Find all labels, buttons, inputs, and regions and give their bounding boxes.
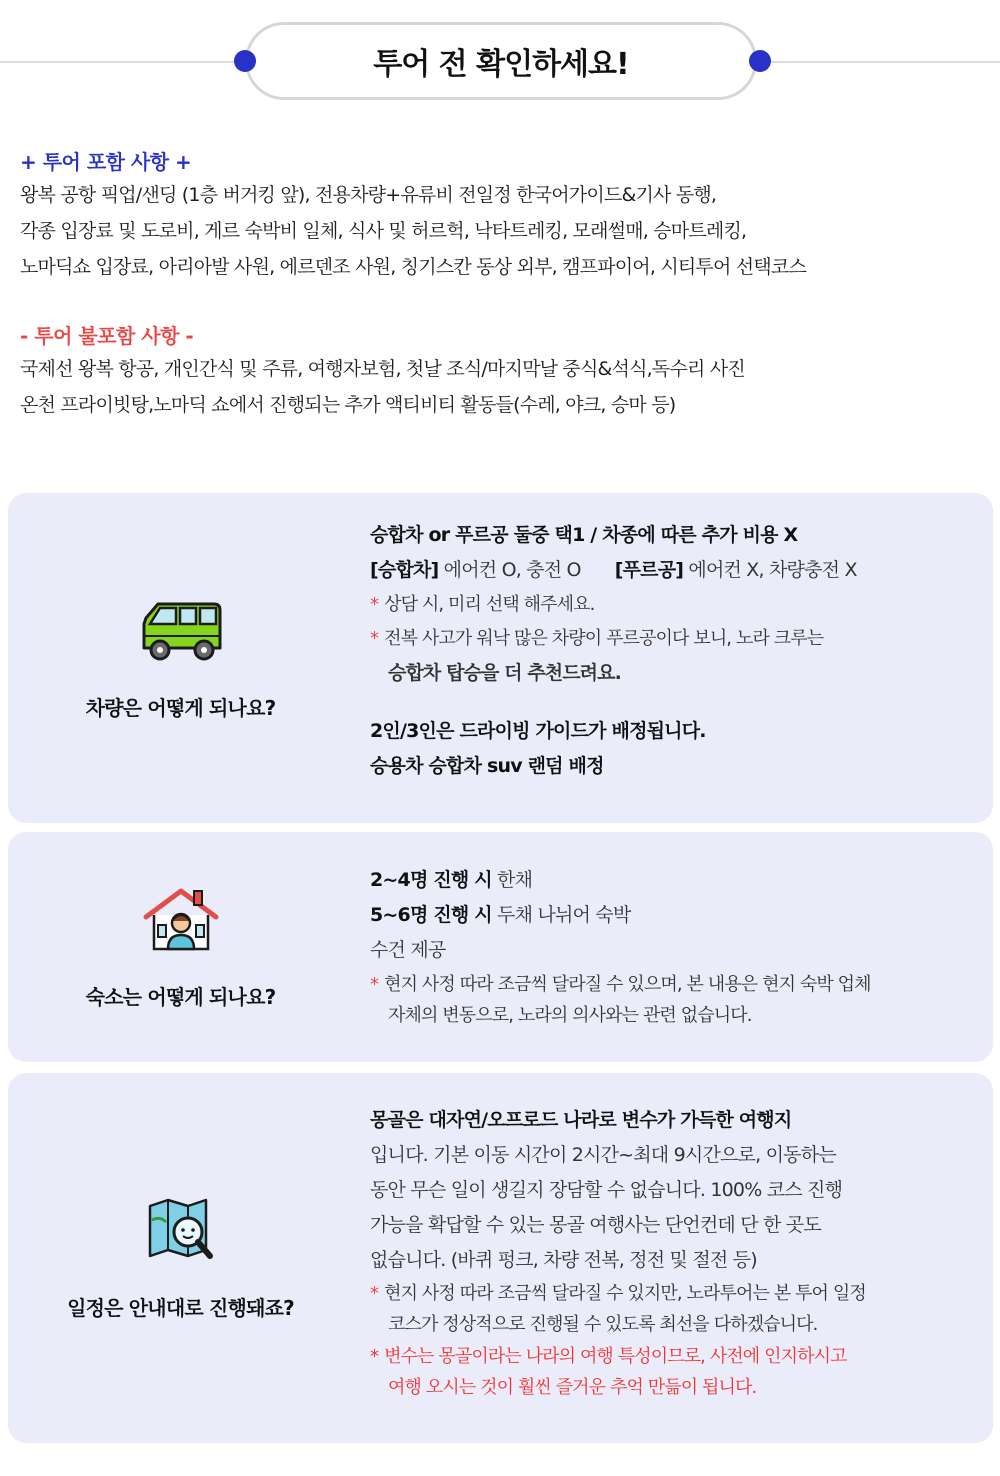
schedule-body-line: 동안 무슨 일이 생길지 장담할 수 없습니다. 100% 코스 진행	[370, 1179, 843, 1201]
vehicle-card	[8, 493, 993, 823]
lodging-card	[8, 832, 993, 1062]
lodging-question: 숙소는 어떻게 되나요?	[85, 984, 276, 1009]
schedule-body-line: 없습니다. (바퀴 펑크, 차량 전복, 정전 및 절전 등)	[370, 1249, 757, 1271]
lodging-line-text: 한채	[491, 869, 533, 891]
page-title: 투어 전 확인하세요!	[373, 47, 629, 82]
schedule-card	[8, 1073, 993, 1443]
vehicle-note-text: 상담 시, 미리 선택 해주세요.	[384, 594, 595, 615]
included-heading: + 투어 포함 사항 +	[20, 150, 192, 174]
lodging-line-text: 두채 나뉘어 숙박	[491, 904, 631, 926]
purgon-option-text: 에어컨 X, 차량충전 X	[683, 559, 857, 581]
vehicle-random-line: 승용차 승합차 suv 랜덤 배정	[370, 755, 604, 777]
vehicle-note-cont: 승합차 탑승을 더 추천드려요.	[388, 662, 621, 684]
header-pill	[245, 22, 757, 100]
asterisk: *	[370, 974, 379, 995]
vehicle-note	[370, 622, 985, 656]
vehicle-options	[370, 553, 985, 588]
excluded-line: 국제선 왕복 항공, 개인간식 및 주류, 여행자보험, 첫날 조식/마지막날 중식&석식,독수리 사진	[20, 358, 745, 380]
vehicle-card-right	[370, 518, 985, 784]
lodging-line	[370, 863, 985, 898]
included-line: 왕복 공항 픽업/샌딩 (1층 버거킹 앞), 전용차량+유류비 전일정 한국어가이드&기사 동행,	[20, 184, 717, 206]
lodging-note-text: 현지 사정 따라 조금씩 달라질 수 있으며, 본 내용은 현지 숙박 업체	[384, 974, 871, 995]
vehicle-note-text: 전복 사고가 워낙 많은 차량이 푸르공이다 보니, 노라 크루는	[384, 628, 824, 649]
excluded-line: 온천 프라이빗탕,노마딕 쇼에서 진행되는 추가 액티비티 활동들(수레, 야크, 승마 등)	[20, 394, 676, 416]
vehicle-question: 차량은 어떻게 되나요?	[85, 695, 276, 720]
van-icon	[136, 596, 226, 666]
included-line: 각종 입장료 및 도로비, 게르 숙박비 일체, 식사 및 허르헉, 낙타트레킹, 모래썰매, 승마트레킹,	[20, 220, 747, 242]
lodging-line-bold: 5~6명 진행 시	[370, 904, 492, 926]
included-line: 노마딕쇼 입장료, 아리아발 사원, 에르덴조 사원, 칭기스칸 동상 외부, 캠프파이어, 시티투어 선택코스	[20, 256, 806, 278]
schedule-warning-cont: 여행 오시는 것이 훨씬 즐거운 추억 만듦이 됩니다.	[388, 1377, 757, 1398]
schedule-note	[370, 1278, 985, 1310]
schedule-note-cont: 코스가 정상적으로 진행될 수 있도록 최선을 다하겠습니다.	[388, 1314, 818, 1335]
excluded-section	[20, 320, 995, 423]
header-dot-right	[749, 50, 771, 72]
schedule-body-line: 가능을 확답할 수 있는 몽골 여행사는 단언컨데 단 한 곳도	[370, 1214, 821, 1236]
schedule-card-left	[8, 1073, 353, 1443]
header-dot-left	[234, 50, 256, 72]
van-option-text: 에어컨 O, 충전 O	[438, 559, 581, 581]
schedule-headline: 몽골은 대자연/오프로드 나라로 변수가 가득한 여행지	[370, 1109, 792, 1131]
lodging-card-left	[8, 832, 353, 1062]
asterisk: *	[370, 1283, 379, 1304]
lodging-note-cont: 자체의 변동으로, 노라의 의사와는 관련 없습니다.	[388, 1005, 752, 1026]
schedule-question: 일정은 안내대로 진행돼죠?	[67, 1295, 294, 1320]
vehicle-headline: 승합차 or 푸르공 둘중 택1 / 차종에 따른 추가 비용 X	[370, 524, 798, 546]
asterisk: *	[370, 628, 379, 649]
asterisk: *	[370, 594, 379, 615]
schedule-card-right	[370, 1103, 985, 1402]
house-person-icon	[136, 885, 226, 955]
lodging-note	[370, 968, 985, 1002]
vehicle-guide-line: 2인/3인은 드라이빙 가이드가 배정됩니다.	[370, 720, 706, 742]
lodging-line-bold: 2~4명 진행 시	[370, 869, 492, 891]
map-magnifier-icon	[136, 1196, 226, 1266]
asterisk: *	[370, 1346, 379, 1367]
schedule-warning-text: 변수는 몽골이라는 나라의 여행 특성이므로, 사전에 인지하시고	[384, 1346, 847, 1367]
lodging-towel-line: 수건 제공	[370, 939, 446, 961]
included-section	[20, 146, 995, 285]
vehicle-card-left	[8, 493, 353, 823]
schedule-note-text: 현지 사정 따라 조금씩 달라질 수 있지만, 노라투어는 본 투어 일정	[384, 1283, 866, 1304]
van-option-label: [승합차]	[370, 559, 439, 581]
vehicle-note	[370, 588, 985, 622]
lodging-line	[370, 898, 985, 933]
schedule-warning	[370, 1340, 985, 1374]
lodging-card-right	[370, 863, 985, 1030]
excluded-heading: - 투어 불포함 사항 -	[20, 324, 194, 348]
schedule-body-line: 입니다. 기본 이동 시간이 2시간~최대 9시간으로, 이동하는	[370, 1144, 836, 1166]
purgon-option-label: [푸르공]	[614, 559, 684, 581]
